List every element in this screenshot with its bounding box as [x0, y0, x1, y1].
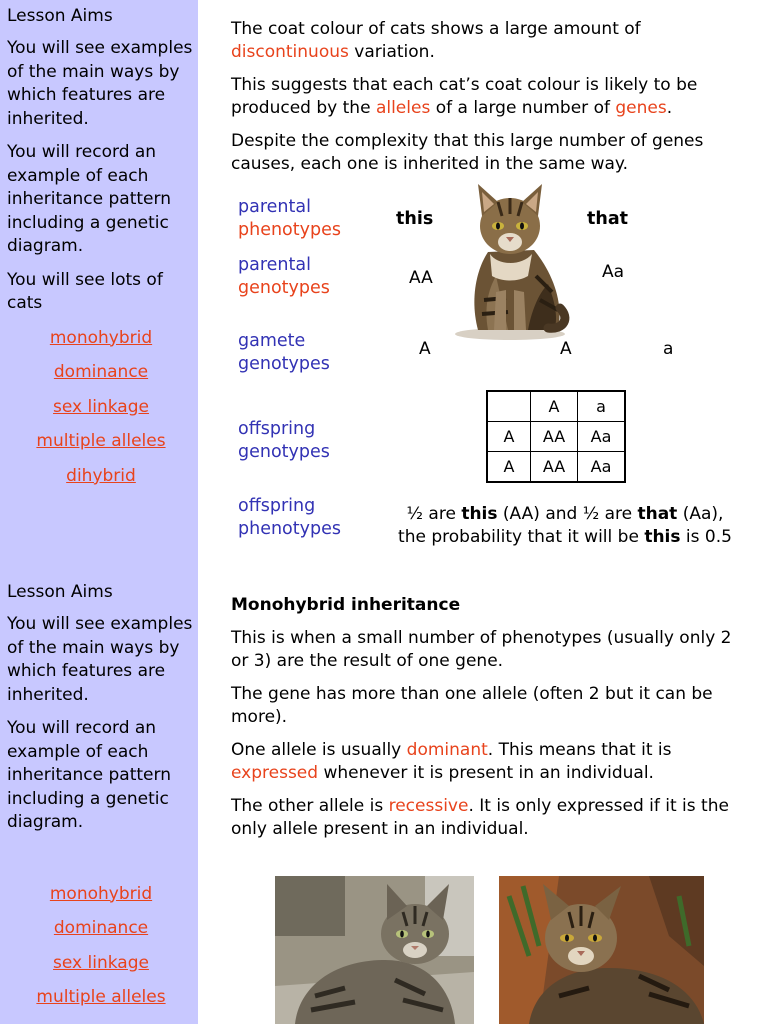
label-gamete-genotypes: gamete genotypes [238, 331, 330, 374]
tabby-cat-image [448, 180, 572, 342]
punnett-cell: A [487, 452, 531, 483]
link-sex-linkage[interactable]: sex linkage [53, 952, 149, 973]
punnett-cell: Aa [578, 452, 626, 483]
lesson-aims-title: Lesson Aims [7, 6, 113, 26]
gamete-1: A [419, 339, 431, 359]
link-multiple-alleles[interactable]: multiple alleles [36, 431, 166, 451]
link-sex-linkage[interactable]: sex linkage [53, 396, 149, 417]
monohybrid-paragraph-1: This is when a small number of phenotypes (usually only 2 or 3) are the result of one gene. [231, 628, 732, 671]
label-parental-phenotypes: parental phenotypes [238, 197, 341, 240]
term-alleles: alleles [375, 98, 431, 118]
term-expressed: expressed [231, 763, 319, 783]
parent-2-genotype: Aa [602, 262, 625, 282]
topic-links [7, 883, 195, 1021]
monohybrid-paragraph-4: The other allele is recessive. It is only expressed if it is the only allele present in an individual. [231, 796, 729, 839]
tabby-cat-photo-1 [275, 876, 474, 1024]
lesson-aim-2: You will record an example of each inheritance pattern including a genetic diagram. [7, 142, 171, 256]
term-dominant: dominant [406, 740, 488, 760]
monohybrid-paragraph-2: The gene has more than one allele (often 2 but it can be more). [231, 684, 713, 727]
parent-1-genotype: AA [409, 268, 433, 288]
label-parental-genotypes: parental genotypes [238, 255, 330, 298]
punnett-row [487, 422, 625, 452]
punnett-cell: Aa [578, 422, 626, 452]
intro-paragraph-2: This suggests that each cat’s coat colour is likely to be produced by the alleles of a large number of genes. [231, 75, 698, 118]
punnett-row [487, 452, 625, 483]
term-genes: genes [615, 98, 667, 118]
gamete-2: A [560, 339, 572, 359]
link-monohybrid[interactable]: monohybrid [49, 327, 153, 348]
label-offspring-genotypes: offspring genotypes [238, 419, 330, 462]
punnett-cell: AA [531, 452, 578, 483]
intro-paragraph-3: Despite the complexity that this large number of genes causes, each one is inherited in the same way. [231, 131, 704, 174]
punnett-cell [487, 391, 531, 422]
punnett-cell: AA [531, 422, 578, 452]
lesson-aim-1: You will see examples of the main ways by which features are inherited. [7, 614, 193, 705]
lesson-aims-panel [7, 6, 195, 499]
result-line-2: the probability that it will be this is 0.5 [398, 527, 732, 547]
lesson-aims-title: Lesson Aims [7, 582, 113, 602]
label-offspring-phenotypes: offspring phenotypes [238, 496, 341, 539]
punnett-cell: a [578, 391, 626, 422]
lesson-aim-3: You will see lots of cats [7, 269, 163, 313]
topic-links [7, 327, 195, 500]
monohybrid-section [231, 594, 741, 841]
intro-paragraph-1: The coat colour of cats shows a large amount of discontinuous variation. [231, 19, 641, 62]
link-multiple-alleles[interactable]: multiple alleles [36, 987, 166, 1007]
offspring-result [380, 503, 750, 549]
monohybrid-paragraph-3: One allele is usually dominant. This means that it is expressed whenever it is present in an individual. [231, 740, 672, 783]
punnett-cell: A [487, 422, 531, 452]
sidebar [0, 0, 198, 1024]
term-discontinuous: discontinuous [231, 42, 349, 62]
link-dominance[interactable]: dominance [53, 918, 149, 938]
gamete-3: a [663, 339, 674, 359]
punnett-square [486, 390, 626, 483]
section-heading: Monohybrid inheritance [231, 595, 461, 615]
phenotype-that: that [587, 209, 628, 229]
lesson-aim-2: You will record an example of each inheritance pattern including a genetic diagram. [7, 718, 171, 832]
intro-text [231, 18, 741, 176]
term-recessive: recessive [388, 796, 469, 816]
link-monohybrid[interactable]: monohybrid [49, 883, 153, 904]
result-line-1: ½ are this (AA) and ½ are that (Aa), [406, 504, 724, 524]
link-dominance[interactable]: dominance [53, 362, 149, 382]
tabby-cat-photo-2 [499, 876, 704, 1024]
punnett-row [487, 391, 625, 422]
phenotype-this: this [396, 209, 434, 229]
punnett-cell: A [531, 391, 578, 422]
lesson-aim-1: You will see examples of the main ways by which features are inherited. [7, 38, 193, 129]
link-dihybrid[interactable]: dihybrid [66, 465, 136, 486]
lesson-aims-panel-2 [7, 582, 195, 1021]
